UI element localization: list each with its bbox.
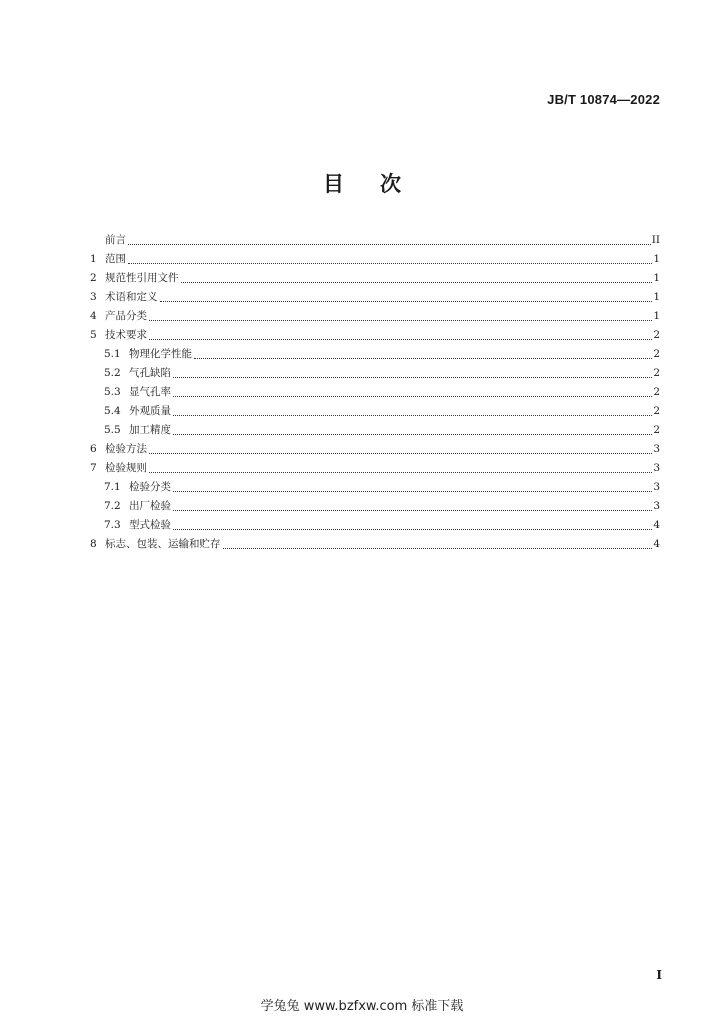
toc-entry-number: 5	[90, 329, 97, 341]
standard-code: JB/T 10874—2022	[547, 92, 660, 107]
toc-entry-label: 检验方法	[105, 443, 147, 455]
toc-dot-leader	[128, 262, 652, 264]
toc-dot-leader	[173, 509, 652, 511]
toc-entry[interactable]	[90, 326, 660, 345]
page-title	[0, 168, 724, 198]
toc-entry[interactable]	[90, 345, 660, 364]
toc-dot-leader	[173, 376, 652, 378]
title-char-2: 次	[380, 172, 401, 196]
toc-entry-number: 3	[90, 291, 97, 303]
toc-entry-page: 2	[653, 424, 660, 436]
toc-entry[interactable]	[90, 421, 660, 440]
toc-entry[interactable]	[90, 459, 660, 478]
toc-entry-number: 7.1	[104, 481, 121, 493]
toc-entry-number: 7	[90, 462, 97, 474]
title-char-1: 目	[323, 172, 344, 196]
toc-dot-leader	[173, 395, 652, 397]
toc-dot-leader	[149, 338, 652, 340]
toc-entry[interactable]	[90, 516, 660, 535]
toc-entry[interactable]	[90, 497, 660, 516]
toc-entry-page: 1	[653, 253, 660, 265]
toc-entry[interactable]	[90, 478, 660, 497]
toc-entry-number: 8	[90, 538, 97, 550]
toc-entry-page: 3	[653, 443, 660, 455]
toc-dot-leader	[173, 490, 652, 492]
table-of-contents	[90, 231, 660, 554]
toc-entry-page: 3	[653, 462, 660, 474]
toc-entry-number: 5.3	[104, 386, 121, 398]
toc-dot-leader	[223, 547, 653, 549]
toc-entry-number: 5.4	[104, 405, 121, 417]
toc-dot-leader	[173, 528, 652, 530]
toc-entry-page: 2	[653, 329, 660, 341]
toc-entry-label: 外观质量	[129, 405, 171, 417]
toc-entry-number: 7.2	[104, 500, 121, 512]
toc-entry-label: 产品分类	[105, 310, 147, 322]
toc-entry-number: 5.1	[104, 348, 121, 360]
toc-dot-leader	[128, 243, 651, 245]
toc-entry-label: 检验规则	[105, 462, 147, 474]
toc-entry-page: 2	[653, 367, 660, 379]
toc-entry-page: 2	[653, 405, 660, 417]
toc-entry-label: 规范性引用文件	[105, 272, 179, 284]
toc-entry-label: 加工精度	[129, 424, 171, 436]
toc-dot-leader	[194, 357, 652, 359]
toc-entry-page: 3	[653, 500, 660, 512]
page-number: I	[656, 968, 662, 982]
toc-entry-label: 物理化学性能	[129, 348, 192, 360]
toc-entry-label: 出厂检验	[129, 500, 171, 512]
toc-entry-number: 4	[90, 310, 97, 322]
toc-entry-label: 标志、包装、运输和贮存	[105, 538, 221, 550]
toc-entry[interactable]	[90, 288, 660, 307]
toc-entry-page: 1	[653, 310, 660, 322]
toc-entry-label: 检验分类	[129, 481, 171, 493]
toc-entry[interactable]	[90, 250, 660, 269]
toc-dot-leader	[173, 433, 652, 435]
toc-entry-number: 6	[90, 443, 97, 455]
toc-entry-page: 2	[653, 348, 660, 360]
toc-entry-page: 1	[653, 272, 660, 284]
toc-entry-label: 技术要求	[105, 329, 147, 341]
toc-entry-label: 术语和定义	[105, 291, 158, 303]
toc-entry-page: 4	[653, 538, 660, 550]
toc-entry-page: 1	[653, 291, 660, 303]
toc-entry[interactable]	[90, 364, 660, 383]
toc-entry[interactable]	[90, 402, 660, 421]
toc-entry[interactable]	[90, 307, 660, 326]
toc-entry-page: 4	[653, 519, 660, 531]
toc-entry[interactable]	[90, 269, 660, 288]
toc-entry-page: 2	[653, 386, 660, 398]
toc-entry[interactable]	[90, 535, 660, 554]
toc-entry-page: 3	[653, 481, 660, 493]
toc-entry-label: 前言	[105, 234, 126, 246]
toc-entry-number: 5.5	[104, 424, 121, 436]
toc-entry-label: 范围	[105, 253, 126, 265]
toc-entry-page: II	[651, 234, 660, 246]
toc-dot-leader	[160, 300, 653, 302]
toc-entry-number: 5.2	[104, 367, 121, 379]
watermark-text: 学兔兔 www.bzfxw.com 标准下载	[260, 999, 464, 1014]
toc-entry[interactable]	[90, 440, 660, 459]
toc-entry-number: 1	[90, 253, 97, 265]
toc-entry-label: 显气孔率	[129, 386, 171, 398]
toc-entry-label: 气孔缺陷	[129, 367, 171, 379]
toc-entry-number: 7.3	[104, 519, 121, 531]
toc-entry[interactable]	[90, 383, 660, 402]
toc-dot-leader	[173, 414, 652, 416]
toc-entry-label: 型式检验	[129, 519, 171, 531]
toc-dot-leader	[181, 281, 653, 283]
toc-entry[interactable]	[90, 231, 660, 250]
toc-dot-leader	[149, 471, 652, 473]
toc-dot-leader	[149, 452, 652, 454]
toc-dot-leader	[149, 319, 652, 321]
toc-entry-number: 2	[90, 272, 97, 284]
